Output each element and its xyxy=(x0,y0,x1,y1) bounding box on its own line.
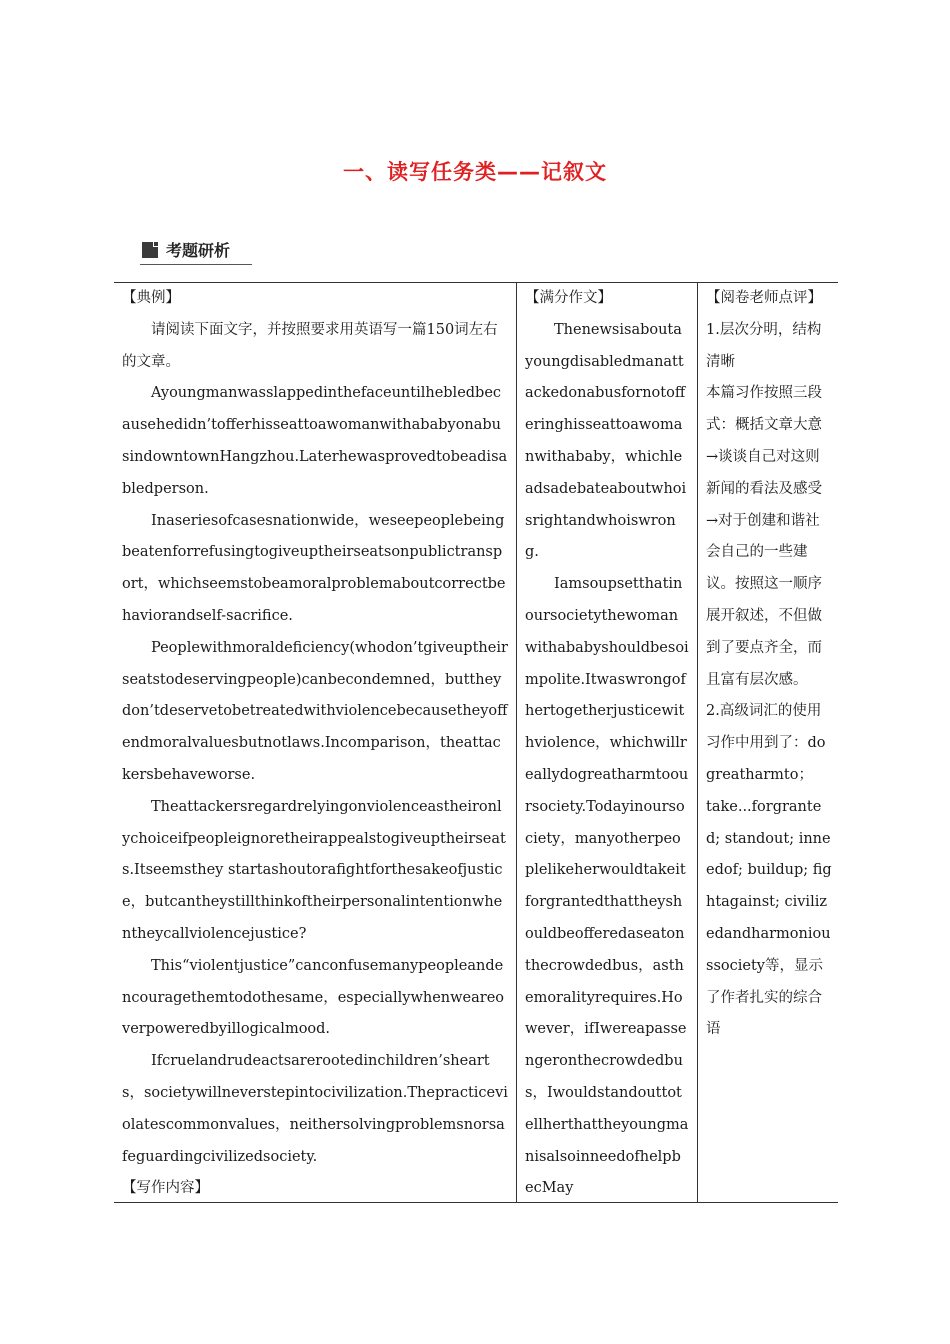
section-square-icon xyxy=(142,242,158,258)
example-paragraph: Theattackersregardrelyingonviolenceastheironlychoiceifpeopleignoretheirappealstogiveuptheirseats.Itseemsthey startashoutorafightforthesakeofjustice，butcantheystillthinkoftheirpersonalintentionwhentheycallviolencejustice? xyxy=(122,798,506,942)
example-paragraph: This“violentjustice”canconfusemanypeopleandencouragethemtodothesame，especiallywhenweareoverpoweredbyillogicalmood. xyxy=(122,957,504,1038)
example-paragraph: Ifcruelandrudeactsarerootedinchildren’shearts，societywillneverstepintocivilization.Thepracticeviolatescommonvalues，neithersolvingproblemsnorsafeguardingcivilizedsociety. xyxy=(122,1053,508,1165)
review-text: 本篇习作按照三段式：概括文章大意→谈谈自己对这则新闻的看法及感受→对于创建和谐社会自己的一些建议。按照这一顺序展开叙述，不但做到了要点齐全，而且富有层次感。 xyxy=(706,385,822,688)
section-label: 考题研析 xyxy=(166,241,231,260)
example-column xyxy=(114,283,517,1203)
writing-content-header: 【写作内容】 xyxy=(122,1180,209,1197)
page-title: 一、读写任务类——记叙文 xyxy=(343,160,607,184)
review-text: 习作中用到了：dogreatharmto； xyxy=(706,735,826,783)
teacher-review-column xyxy=(698,283,839,1203)
model-essay-header: 【满分作文】 xyxy=(525,290,612,306)
example-paragraph: 请阅读下面文字，并按照要求用英语写一篇150词左右的文章。 xyxy=(122,321,498,370)
example-paragraph: Inaseriesofcasesnationwide，weseepeoplebeingbeatenforrefusingtogiveuptheirseatsonpublictransport，whichseemstobeamoralproblemaboutcorrectbehaviorandself-sacrifice. xyxy=(122,512,506,624)
example-header: 【典例】 xyxy=(122,290,180,306)
model-essay-paragraph: Thenewsisaboutayoungdisabledmanattackedonabusfornotofferinghisseattoawomanwithababy，whichleadsadebateaboutwhoisrightandwhoiswrong. xyxy=(525,321,687,561)
section-heading xyxy=(140,236,252,265)
model-essay-paragraph: Iamsoupsetthatinoursocietythewomanwithababyshouldbesoimpolite.Itwaswrongofhertogetherjusticewithviolence，whichwillreallydogreatharmtooursociety.Todayinoursociety，manyotherpeoplelikeherwouldtakeitforgrantedthattheyshouldbeofferedaseatonthecrowdedbus，asthemoralityrequires.However，ifIwereapassengeronthecrowdedbus，IwouldstandouttotellherthattheyoungmanisalsoinneedofhelpbecMay xyxy=(525,576,689,1197)
content-table xyxy=(114,282,838,1203)
example-paragraph: Peoplewithmoraldeficiency(whodon’tgiveuptheirseatstodeservingpeople)canbecondemned，buttheydon’tdeservetobetreatedwithviolencebecausetheyoffendmoralvaluesbutnotlaws.Incomparison，theattackersbehaveworse. xyxy=(122,639,508,783)
example-paragraph: Ayoungmanwasslappedinthefaceuntilhebledbecausehedidn’tofferhisseattoawomanwithababyonabusindowntownHangzhou.Laterhewasprovedtobeadisabledperson. xyxy=(122,385,508,497)
review-point: 2.高级词汇的使用 xyxy=(706,703,822,720)
review-text: take...forgranted; standout; inneedof; buildup; fightagainst; civilizedandharmonioussociety等，显示了作者扎实的综合语 xyxy=(706,798,832,1038)
review-point: 1.层次分明，结构清晰 xyxy=(706,321,822,370)
teacher-review-header: 【阅卷老师点评】 xyxy=(706,290,822,306)
model-essay-column xyxy=(517,283,698,1203)
